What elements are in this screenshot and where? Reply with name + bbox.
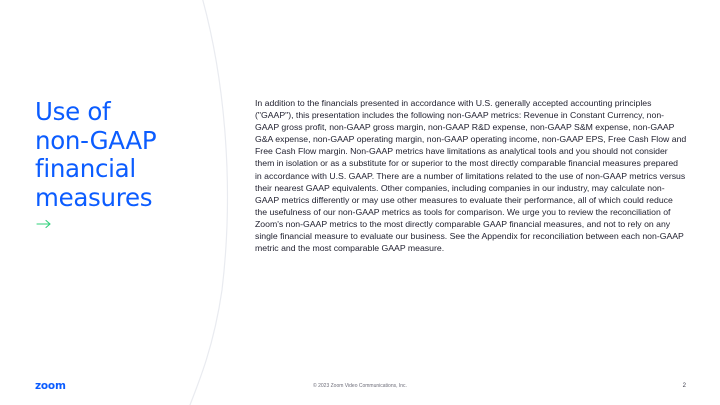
copyright-notice: © 2023 Zoom Video Communications, Inc. xyxy=(313,383,407,389)
title-line: measures xyxy=(35,182,153,212)
title-line: Use of xyxy=(35,97,111,126)
title-line: financial xyxy=(35,154,136,183)
page-number: 2 xyxy=(682,383,686,389)
disclaimer-paragraph: In addition to the financials presented in accordance with U.S. generally accepted accounting principles ("GAAP"), this presentation includes the following non-GAAP metrics: Revenue in Constant Currency, non-GAAP gross profit, non-GAAP gross margin, non-GAAP R&D expense, non-GAAP S&M expense, non-GAAP G&A expense, non-GAAP operating margin, non-GAAP operating income, non-GAAP EPS, Free Cash Flow and Free Cash Flow margin. Non-GAAP metrics have limitations as analytical tools and you should not consider them in isolation or as a substitute for or superior to the most directly comparable financial measures prepared in accordance with U.S. GAAP. There are a number of limitations related to the use of non-GAAP metrics versus their nearest GAAP equivalents. Other companies, including companies in our industry, may calculate non-GAAP metrics differently or may use other measures to evaluate their performance, all of which could reduce the usefulness of our non-GAAP metrics as tools for comparison. We urge you to review the reconciliation of Zoom's non-GAAP metrics to the most directly comparable GAAP financial measures, and not to rely on any single financial measure to evaluate our business. See the Appendix for reconciliation between each non-GAAP metric and the most comparable GAAP measure. xyxy=(255,98,687,254)
arrow-right-icon xyxy=(36,218,52,230)
title-line: non-GAAP xyxy=(35,125,157,155)
page-title xyxy=(35,98,225,212)
zoom-logo: zoom xyxy=(35,380,66,392)
